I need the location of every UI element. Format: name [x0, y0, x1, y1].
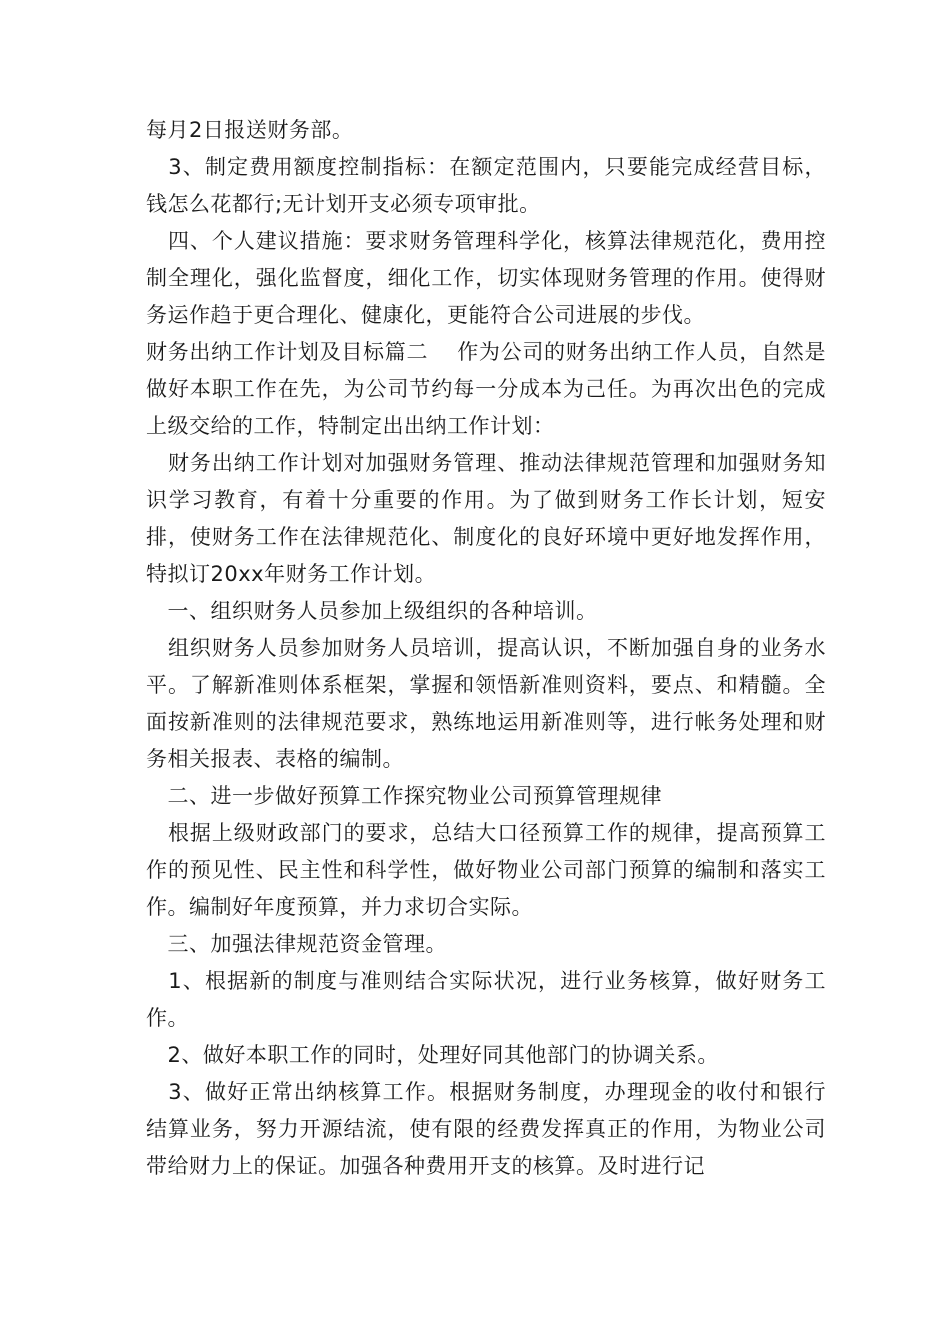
paragraph-6: 一、组织财务人员参加上级组织的各种培训。	[146, 599, 598, 623]
paragraph-12: 2、做好本职工作的同时，处理好同其他部门的协调关系。	[146, 1043, 719, 1067]
document-body	[146, 112, 826, 1185]
paragraph-5: 财务出纳工作计划对加强财务管理、推动法律规范管理和加强财务知识学习教育，有着十分重要的作用。为了做到财务工作长计划，短安排，使财务工作在法律规范化、制度化的良好环境中更好地发挥作用，特拟订20xx年财务工作计划。	[146, 451, 826, 586]
paragraph-3: 四、个人建议措施：要求财务管理科学化，核算法律规范化，费用控制全理化，强化监督度，细化工作，切实体现财务管理的作用。使得财务运作趋于更合理化、健康化，更能符合公司进展的步伐。	[146, 229, 826, 327]
paragraph-7: 组织财务人员参加财务人员培训，提高认识，不断加强自身的业务水平。了解新准则体系框架，掌握和领悟新准则资料，要点、和精髓。全面按新准则的法律规范要求，熟练地运用新准则等，进行帐务处理和财务相关报表、表格的编制。	[146, 636, 826, 771]
paragraph-4: 财务出纳工作计划及目标篇二 作为公司的财务出纳工作人员，自然是做好本职工作在先，为公司节约每一分成本为己任。为再次出色的完成上级交给的工作，特制定出出纳工作计划：	[146, 340, 826, 438]
paragraph-11: 1、根据新的制度与准则结合实际状况，进行业务核算，做好财务工作。	[146, 969, 826, 1030]
paragraph-9: 根据上级财政部门的要求，总结大口径预算工作的规律，提高预算工作的预见性、民主性和科学性，做好物业公司部门预算的编制和落实工作。编制好年度预算，并力求切合实际。	[146, 821, 826, 919]
paragraph-2: 3、制定费用额度控制指标：在额定范围内，只要能完成经营目标，钱怎么花都行;无计划开支必须专项审批。	[146, 155, 826, 216]
paragraph-1: 每月2日报送财务部。	[146, 118, 354, 142]
paragraph-10: 三、加强法律规范资金管理。	[146, 932, 447, 956]
paragraph-8: 二、进一步做好预算工作探究物业公司预算管理规律	[146, 784, 662, 808]
paragraph-13: 3、做好正常出纳核算工作。根据财务制度，办理现金的收付和银行结算业务，努力开源结流，使有限的经费发挥真正的作用，为物业公司带给财力上的保证。加强各种费用开支的核算。及时进行记	[146, 1080, 826, 1178]
